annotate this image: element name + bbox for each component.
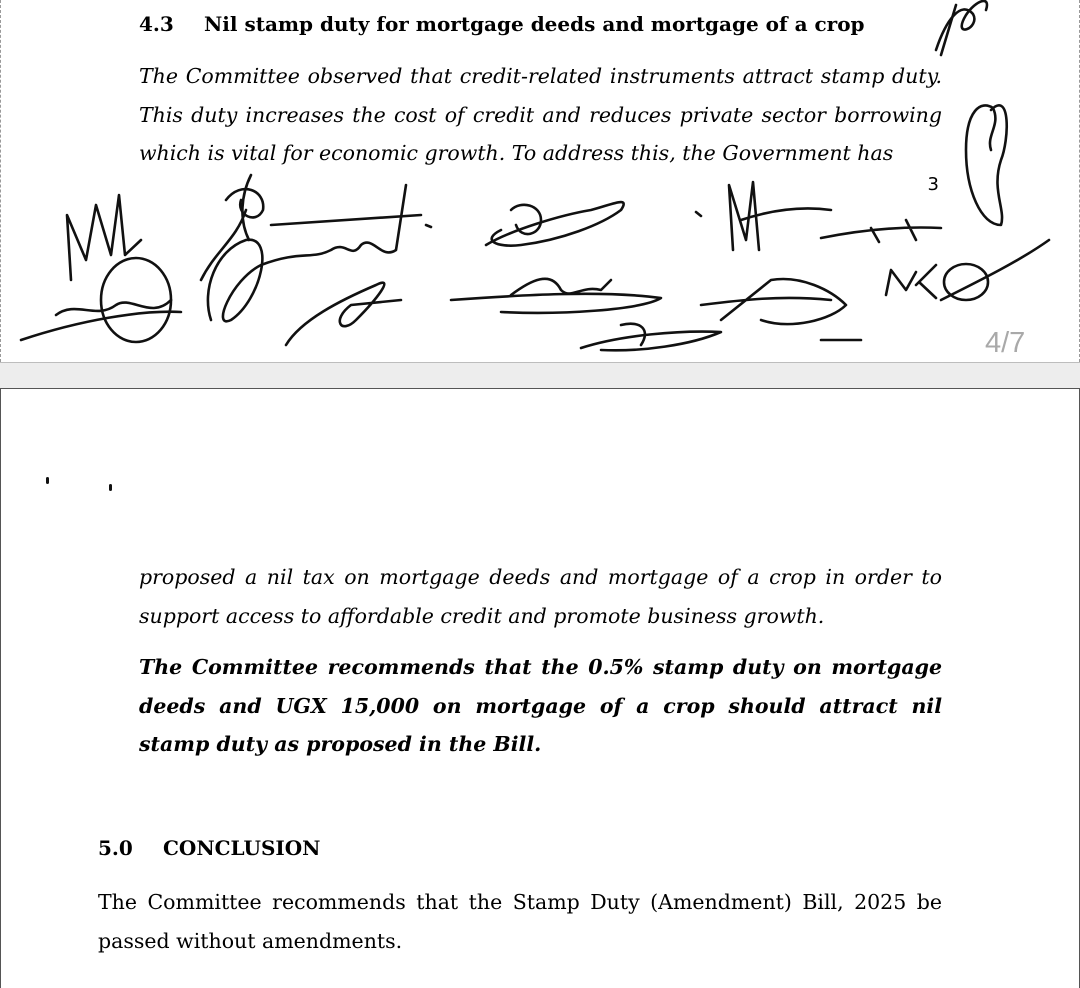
document-page-3 xyxy=(0,0,1080,362)
section-4-3-heading xyxy=(139,12,865,36)
page-separator xyxy=(0,362,1080,388)
committee-recommendation: The Committee recommends that the 0.5% stamp duty on mortgage deeds and UGX 15,000 on mortgage of a crop should attract nil stamp duty as proposed in the Bill. xyxy=(139,655,942,756)
document-page-4 xyxy=(0,388,1080,988)
section-number: 4.3 xyxy=(139,12,174,36)
section-4-3-paragraph-start: The Committee observed that credit-related instruments attract stamp duty. This duty increases the cost of credit and reduces private sector borrowing which is vital for economic growth. To address this, the Government has xyxy=(139,64,942,165)
section-4-3-paragraph-continued: proposed a nil tax on mortgage deeds and mortgage of a crop in order to support access to affordable credit and promote business growth. xyxy=(139,565,942,628)
handwritten-signatures xyxy=(1,0,1080,362)
scan-mark xyxy=(46,477,49,484)
section-5-0-heading xyxy=(98,836,320,860)
page-counter: 4/7 xyxy=(985,327,1026,359)
scan-mark xyxy=(109,484,112,491)
section-title: Nil stamp duty for mortgage deeds and mortgage of a crop xyxy=(204,12,865,36)
conclusion-paragraph: The Committee recommends that the Stamp Duty (Amendment) Bill, 2025 be passed without amendments. xyxy=(98,890,942,953)
section-title: CONCLUSION xyxy=(163,836,321,860)
page-number: 3 xyxy=(927,174,939,195)
section-number: 5.0 xyxy=(98,836,133,860)
